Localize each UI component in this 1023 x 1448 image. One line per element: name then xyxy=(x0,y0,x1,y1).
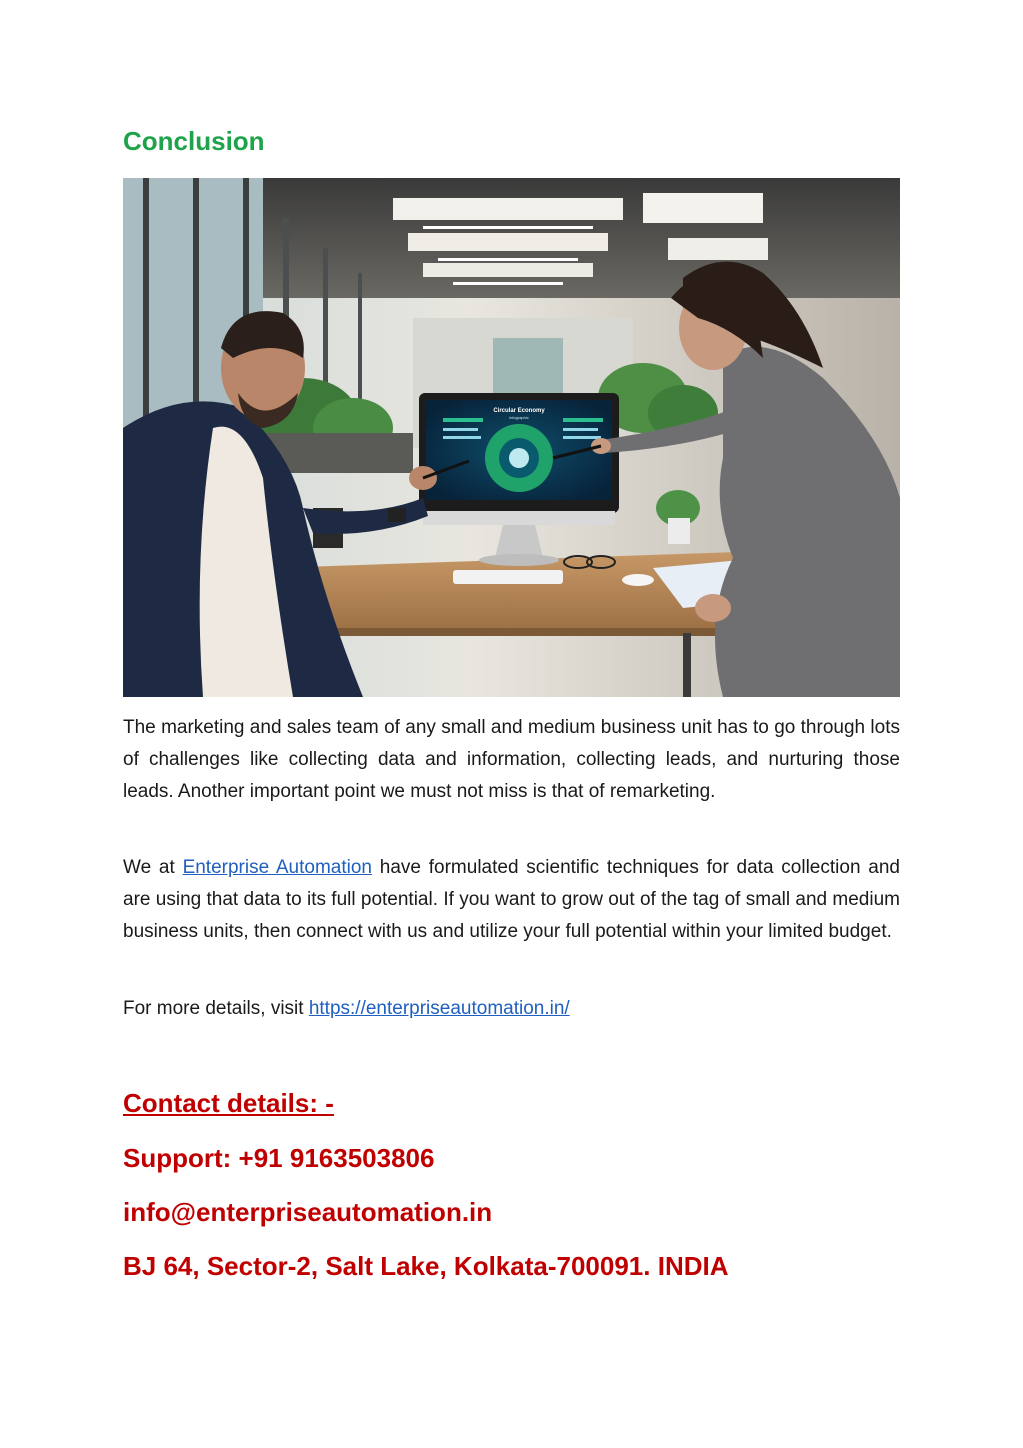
services-paragraph xyxy=(123,852,900,948)
contact-email: info@enterpriseautomation.in xyxy=(123,1197,493,1227)
support-phone: Support: +91 9163503806 xyxy=(123,1143,435,1173)
monitor-title: Circular Economy xyxy=(493,408,545,414)
website-link[interactable]: https://enterpriseautomation.in/ xyxy=(308,998,570,1019)
enterprise-automation-link[interactable]: Enterprise Automation xyxy=(182,857,372,878)
details-text: For more details, visit xyxy=(123,998,309,1019)
contact-details-heading: Contact details: - xyxy=(123,1088,334,1118)
monitor-subtitle: infographic xyxy=(509,415,529,420)
services-text-end: have formulated scientific techniques for data collection and are using that data to its full potential. If you want to grow out of the tag of small and medium business units, then connect with us and utilize your full potential within your limited budget. xyxy=(123,857,900,942)
conclusion-heading: Conclusion xyxy=(123,126,265,156)
office-photo xyxy=(123,178,900,697)
services-text-start: We at xyxy=(123,857,183,878)
details-paragraph xyxy=(123,993,900,1025)
office-address: BJ 64, Sector-2, Salt Lake, Kolkata-700091. INDIA xyxy=(123,1251,729,1281)
intro-paragraph: The marketing and sales team of any small and medium business unit has to go through lots of challenges like collecting data and information, collecting leads, and nurturing those leads. Another important point we must not miss is that of remarketing. xyxy=(123,717,900,802)
